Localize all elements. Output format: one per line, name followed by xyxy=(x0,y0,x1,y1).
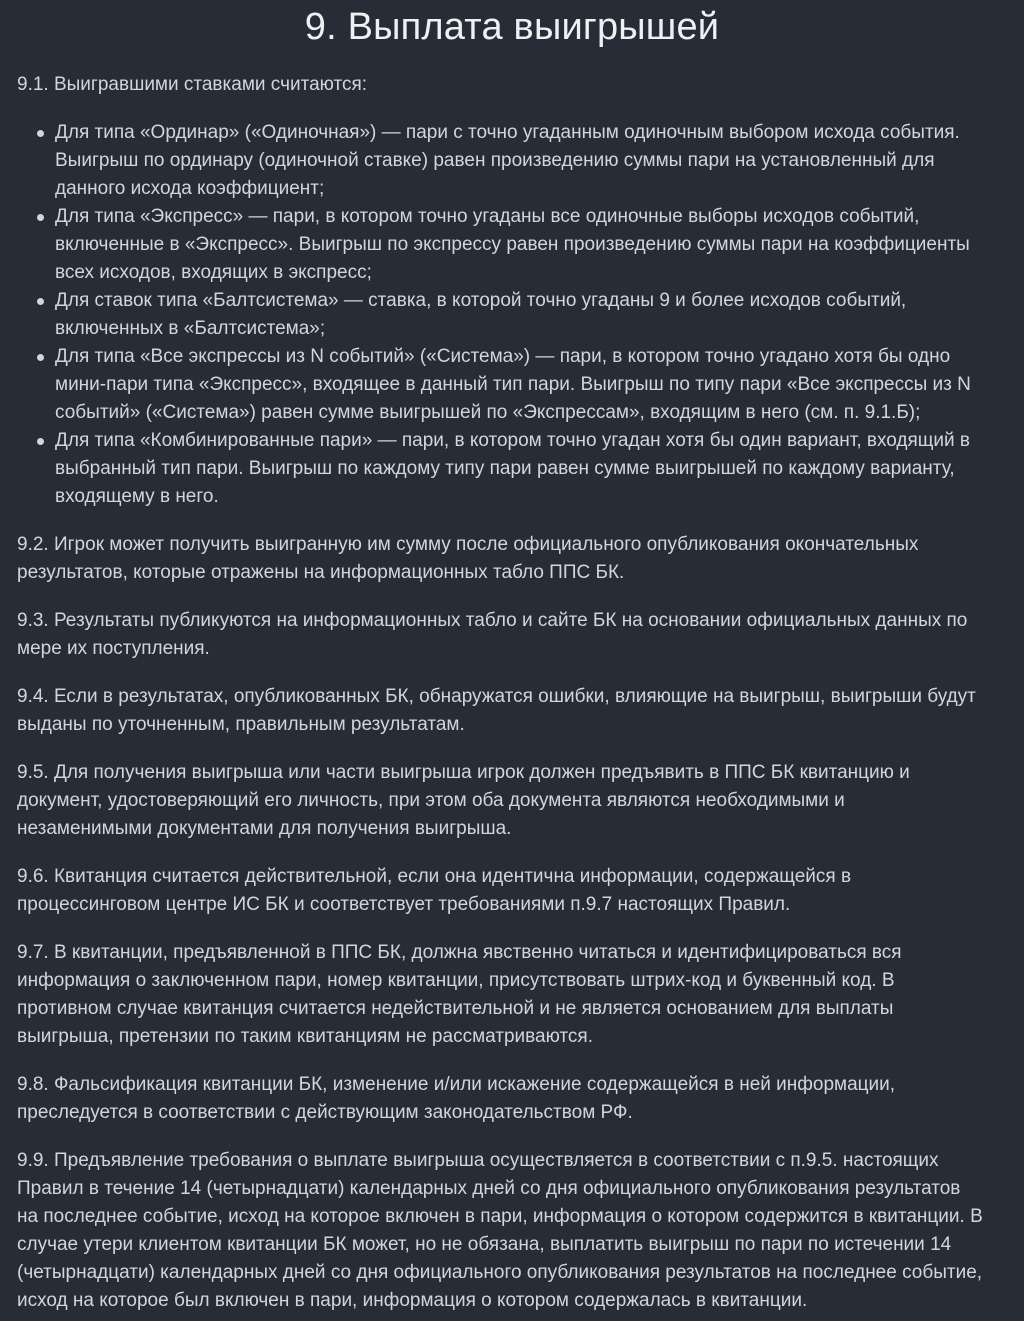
text-line: (четырнадцати) календарных дней со дня официального опубликования результатов на последнее событие, xyxy=(17,1262,983,1283)
text-line: Выигрыш по ординару (одиночной ставке) равен произведению суммы пари на установленный для xyxy=(55,150,935,171)
text-line: на последнее событие, исход на которое включен в пари, информация о котором содержится в квитанции. В xyxy=(17,1206,983,1227)
winning-bets-list xyxy=(17,119,1024,511)
text-line: исход на которое был включен в пари, информация о котором содержалась в квитанции. xyxy=(17,1290,808,1311)
text-line: Для типа «Комбинированные пари» — пари, в котором точно угадан хотя бы один вариант, входящий в xyxy=(55,430,971,451)
text-line: 9.3. Результаты публикуются на информационных табло и сайте БК на основании официальных данных по xyxy=(17,610,968,631)
text-line: событий» («Система») равен сумме выигрышей по «Экспрессам», входящим в него (см. п. 9.1.Б); xyxy=(55,402,921,423)
paragraph-9-1-intro: 9.1. Выигравшими ставками считаются: xyxy=(17,74,368,95)
text-line: Правил в течение 14 (четырнадцати) календарных дней со дня официального опубликования результатов xyxy=(17,1178,961,1199)
bullet-icon xyxy=(37,130,44,137)
paragraph-9-4 xyxy=(17,683,1024,739)
text-line: 9.2. Игрок может получить выигранную им сумму после официального опубликования окончательных xyxy=(17,534,919,555)
paragraph-9-8 xyxy=(17,1071,1024,1127)
text-line: включенных в «Балтсистема»; xyxy=(55,318,326,339)
page-title: 9. Выплата выигрышей xyxy=(304,6,720,48)
text-line: 9.7. В квитанции, предъявленной в ППС БК, должна явственно читаться и идентифицироваться вся xyxy=(17,942,902,963)
text-line: результатов, которые отражены на информационных табло ППС БК. xyxy=(17,562,625,583)
text-line: входящему в него. xyxy=(55,486,219,507)
text-line: случае утери клиентом квитанции БК может, но не обязана, выплатить выигрыш по пари по истечении 14 xyxy=(17,1234,952,1255)
paragraph-9-5 xyxy=(17,759,1024,843)
text-line: Для типа «Все экспрессы из N событий» («Система») — пари, в котором точно угадано хотя бы одно xyxy=(55,346,951,367)
text-line: процессинговом центре ИС БК и соответствует требованиями п.9.7 настоящих Правил. xyxy=(17,894,791,915)
paragraph-9-2 xyxy=(17,531,1024,587)
list-item-system xyxy=(17,343,1024,427)
bullet-icon xyxy=(37,354,44,361)
text-line: информация о заключенном пари, номер квитанции, присутствовать штрих-код и буквенный код. В xyxy=(17,970,895,991)
text-line: Для типа «Ординар» («Одиночная») — пари с точно угаданным одиночным выбором исхода события. xyxy=(55,122,960,143)
bullet-icon xyxy=(37,438,44,445)
paragraph-9-6 xyxy=(17,863,1024,919)
text-line: незаменимыми документами для получения выигрыша. xyxy=(17,818,512,839)
text-line: данного исхода коэффициент; xyxy=(55,178,325,199)
text-line: противном случае квитанция считается недействительной и не является основанием для выплаты xyxy=(17,998,894,1019)
text-line: 9.4. Если в результатах, опубликованных БК, обнаружатся ошибки, влияющие на выигрыш, выигрыши будут xyxy=(17,686,976,707)
text-line: 9.9. Предъявление требования о выплате выигрыша осуществляется в соответствии с п.9.5. настоящих xyxy=(17,1150,939,1171)
text-line: выбранный тип пари. Выигрыш по каждому типу пари равен сумме выигрышей по каждому варианту, xyxy=(55,458,955,479)
text-line: включенные в «Экспресс». Выигрыш по экспрессу равен произведению суммы пари на коэффициенты xyxy=(55,234,970,255)
text-line: выигрыша, претензии по таким квитанциям не рассматриваются. xyxy=(17,1026,593,1047)
text-line: всех исходов, входящих в экспресс; xyxy=(55,262,372,283)
text-line: Для типа «Экспресс» — пари, в котором точно угаданы все одиночные выборы исходов событий, xyxy=(55,206,920,227)
paragraph-9-3 xyxy=(17,607,1024,663)
text-line: 9.8. Фальсификация квитанции БК, изменение и/или искажение содержащейся в ней информации, xyxy=(17,1074,896,1095)
text-line: документ, удостоверяющий его личность, при этом оба документа являются необходимыми и xyxy=(17,790,845,811)
text-line: преследуется в соответствии с действующим законодательством РФ. xyxy=(17,1102,633,1123)
list-item-baltsistema xyxy=(17,287,1024,343)
paragraph-9-7 xyxy=(17,939,1024,1051)
text-line: Для ставок типа «Балтсистема» — ставка, в которой точно угаданы 9 и более исходов событий, xyxy=(55,290,907,311)
bullet-icon xyxy=(37,214,44,221)
text-line: мере их поступления. xyxy=(17,638,210,659)
paragraph-9-9 xyxy=(17,1147,1024,1315)
text-line: 9.5. Для получения выигрыша или части выигрыша игрок должен предъявить в ППС БК квитанцию и xyxy=(17,762,910,783)
list-item-ordinar xyxy=(17,119,1024,203)
text-line: мини-пари типа «Экспресс», входящее в данный тип пари. Выигрыш по типу пари «Все экспрессы из N xyxy=(55,374,971,395)
text-line: 9.6. Квитанция считается действительной, если она идентична информации, содержащейся в xyxy=(17,866,852,887)
list-item-combined xyxy=(17,427,1024,511)
list-item-express xyxy=(17,203,1024,287)
bullet-icon xyxy=(37,298,44,305)
text-line: выданы по уточненным, правильным результатам. xyxy=(17,714,465,735)
